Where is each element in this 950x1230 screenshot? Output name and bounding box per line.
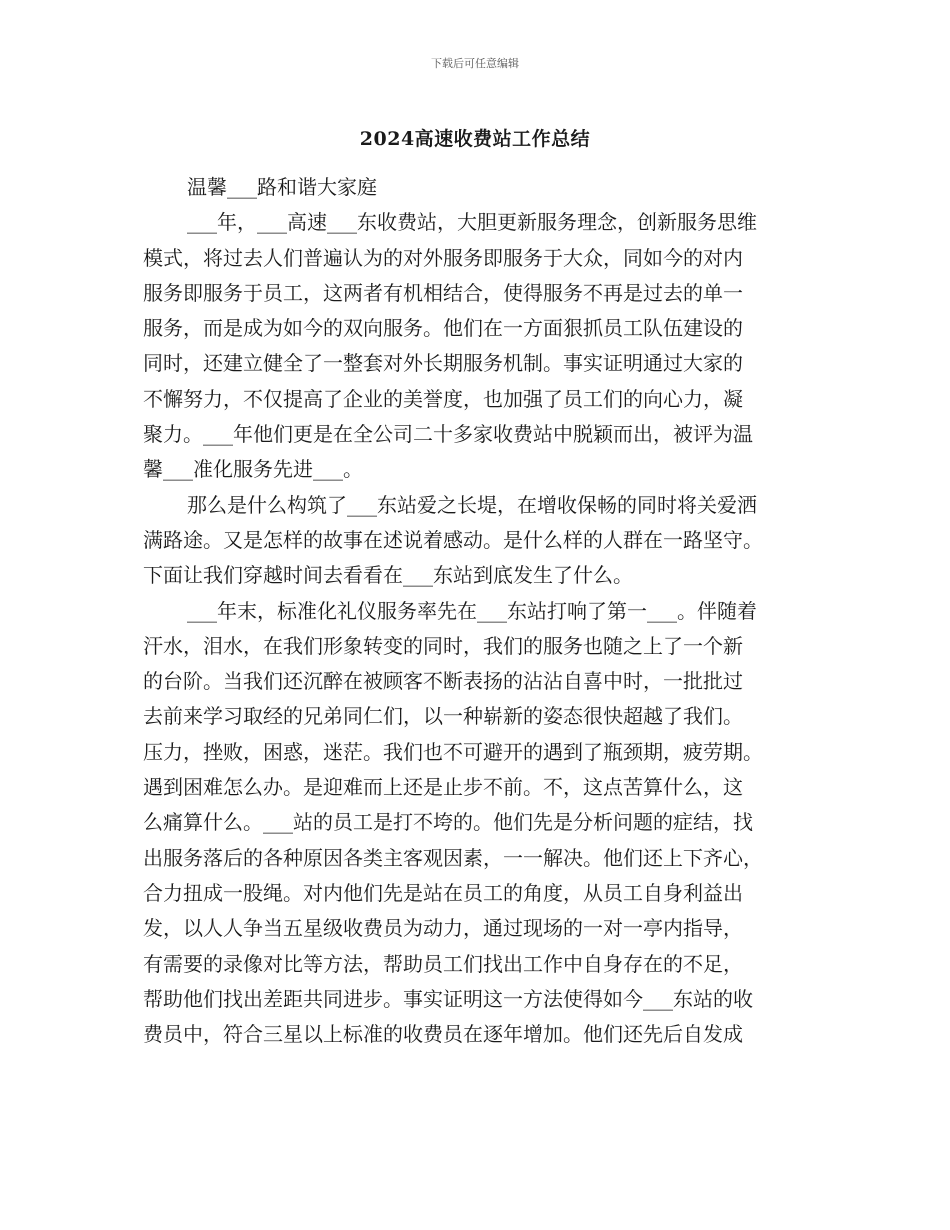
body-text-line: ___年，___高速___东收费站，大胆更新服务理念，创新服务思维 [187, 210, 757, 235]
body-text-line: 么痛算什么。___站的员工是打不垮的。他们先是分析问题的症结，找 [143, 810, 753, 835]
body-text-line: 发，以人人争当五星级收费员为动力，通过现场的一对一亭内指导， [143, 916, 743, 941]
body-text-line: 满路途。又是怎样的故事在述说着感动。是什么样的人群在一路坚守。 [143, 527, 763, 552]
body-text-line: 那么是什么构筑了___东站爱之长堤，在增收保畅的同时将关爱洒 [187, 492, 757, 517]
document-body [143, 170, 811, 1052]
body-text-line: 不懈努力，不仅提高了企业的美誉度，也加强了员工们的向心力，凝 [143, 386, 743, 411]
body-text-line: 压力，挫败，困惑，迷茫。我们也不可避开的遇到了瓶颈期，疲劳期。 [143, 739, 763, 764]
body-text-line: 费员中，符合三星以上标准的收费员在逐年增加。他们还先后自发成 [143, 1022, 743, 1047]
body-text-line: 遇到困难怎么办。是迎难而上还是止步不前。不，这点苦算什么，这 [143, 775, 743, 800]
body-text-line: 有需要的录像对比等方法，帮助员工们找出工作中自身存在的不足， [143, 951, 743, 976]
body-text-line: 下面让我们穿越时间去看看在___东站到底发生了什么。 [143, 563, 633, 588]
body-text-line: 出服务落后的各种原因各类主客观因素，一一解决。他们还上下齐心， [143, 845, 763, 870]
body-text-line: 聚力。___年他们更是在全公司二十多家收费站中脱颖而出，被评为温 [143, 422, 753, 447]
body-text-line: 合力扭成一股绳。对内他们先是站在员工的角度，从员工自身利益出 [143, 880, 743, 905]
body-text-line: 温馨___路和谐大家庭 [187, 175, 377, 199]
body-text-line: 服务，而是成为如今的双向服务。他们在一方面狠抓员工队伍建设的 [143, 316, 743, 341]
body-text-line: ___年末，标准化礼仪服务率先在___东站打响了第一___。伴随着 [187, 598, 757, 623]
page-header-note: 下载后可任意编辑 [431, 57, 519, 70]
body-text-line: 帮助他们找出差距共同进步。事实证明这一方法使得如今___东站的收 [143, 986, 753, 1011]
body-text-line: 模式，将过去人们普遍认为的对外服务即服务于大众，同如今的对内 [143, 245, 743, 270]
body-text-line: 的台阶。当我们还沉醉在被顾客不断表扬的沾沾自喜中时，一批批过 [143, 669, 743, 694]
body-text-line: 同时，还建立健全了一整套对外长期服务机制。事实证明通过大家的 [143, 351, 743, 376]
document-title: 2024高速收费站工作总结 [359, 128, 591, 150]
body-text-line: 服务即服务于员工，这两者有机相结合，使得服务不再是过去的单一 [143, 280, 743, 305]
body-text-line: 汗水，泪水，在我们形象转变的同时，我们的服务也随之上了一个新 [143, 633, 743, 658]
body-text-line: 去前来学习取经的兄弟同仁们，以一种崭新的姿态很快超越了我们。 [143, 704, 743, 729]
body-text-line: 馨___准化服务先进___。 [143, 457, 363, 482]
